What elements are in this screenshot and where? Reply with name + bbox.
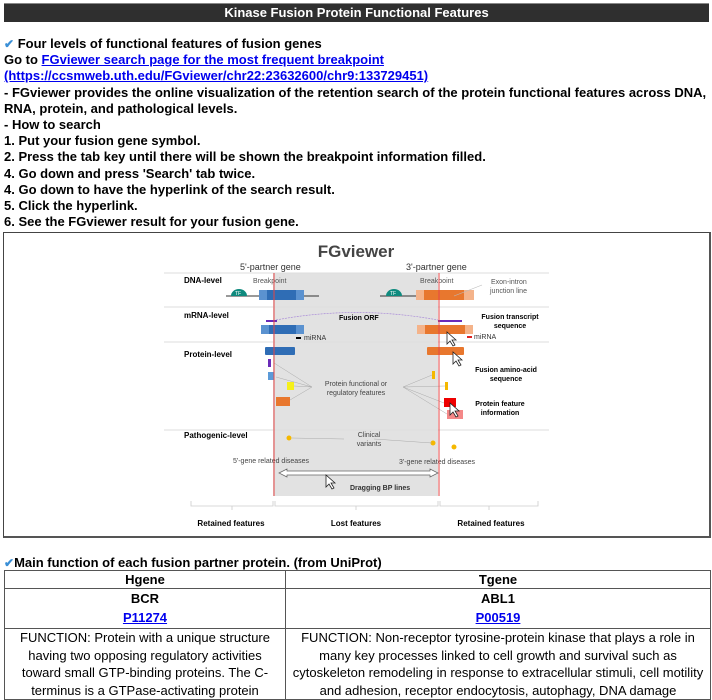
fusion-orf-label: Fusion ORF bbox=[339, 315, 379, 322]
clinical-variants-label: Clinical variants bbox=[356, 432, 382, 448]
step-1: 1. Put your fusion gene symbol. bbox=[4, 133, 201, 149]
disease5-label: 5'-gene related diseases bbox=[233, 458, 310, 465]
cursor-icon bbox=[447, 332, 456, 346]
step-4: 4. Go down to have the hyperlink of the search result. bbox=[4, 181, 335, 197]
section2-title bbox=[4, 555, 382, 570]
disease3-label: 3'-gene related diseases bbox=[399, 459, 476, 466]
table-row-functions bbox=[5, 629, 711, 700]
hgene-function: FUNCTION: Protein with a unique structure having two opposing regulatory activities toward small GTP-binding proteins. The C-terminus is a GTPase-activating protein bbox=[5, 629, 286, 700]
header-tgene: Tgene bbox=[286, 571, 711, 589]
tf-label-5: TF bbox=[235, 291, 242, 297]
page-title: Kinase Fusion Protein Functional Features bbox=[224, 5, 489, 20]
intro-section bbox=[4, 36, 710, 230]
protein-features-label: Protein functional or regulatory features bbox=[324, 381, 388, 397]
tf-label-3: TF bbox=[390, 291, 397, 297]
fusion-aa-label: Fusion amino-acid sequence bbox=[475, 367, 537, 383]
dragging-label: Dragging BP lines bbox=[350, 485, 411, 492]
level-protein: Protein-level bbox=[184, 350, 233, 359]
tgene-function: FUNCTION: Non-receptor tyrosine-protein kinase that plays a role in many key processes linked to cell growth and survival such as cytoskeleton remodeling in response to extracellular stimuli, cell motility and adhesion, receptor endocytosis, autophagy, DNA damage bbox=[286, 629, 711, 700]
goto-prefix: Go to bbox=[4, 52, 42, 68]
level-mrna: mRNA-level bbox=[184, 311, 229, 320]
step-3: 4. Go down and press 'Search' tab twice. bbox=[4, 165, 256, 181]
partner3-label: 3'-partner gene bbox=[406, 262, 467, 272]
mirna-label-5: miRNA bbox=[304, 335, 327, 342]
tgene-cell bbox=[286, 589, 711, 629]
retained-label-3: Retained features bbox=[457, 519, 525, 528]
step-5: 5. Click the hyperlink. bbox=[4, 198, 138, 214]
tgene-symbol: ABL1 bbox=[481, 591, 515, 606]
section-title: Four levels of functional features of fusion genes bbox=[17, 36, 322, 51]
fgviewer-url-link[interactable]: (https://ccsmweb.uth.edu/FGviewer/chr22:23632600/chr9:133729451) bbox=[4, 68, 429, 84]
mirna-label-3: miRNA bbox=[474, 334, 497, 341]
header-hgene: Hgene bbox=[5, 571, 286, 589]
fgviewer-search-link[interactable]: FGviewer search page for the most frequent breakpoint bbox=[41, 52, 384, 68]
exon-intron-label: Exon-intron junction line bbox=[490, 279, 527, 295]
level-dna: DNA-level bbox=[184, 276, 222, 285]
retained-label-5: Retained features bbox=[197, 519, 265, 528]
description: - FGviewer provides the online visualization of the retention search of the protein functional features across DNA, RNA, protein, and pathological levels. bbox=[4, 84, 707, 116]
hgene-cell bbox=[5, 589, 286, 629]
protein-5 bbox=[265, 347, 295, 355]
protein-feature-info-label: Protein feature information bbox=[475, 401, 525, 417]
mrna-3 bbox=[417, 325, 473, 334]
breakpoint-label-5: Breakpoint bbox=[253, 278, 287, 285]
step-2: 2. Press the tab key until there will be shown the breakpoint information filled. bbox=[4, 149, 486, 165]
hgene-uniprot-link[interactable]: P11274 bbox=[122, 610, 168, 625]
figure-title: FGviewer bbox=[317, 242, 395, 261]
section2-title-text: Main function of each fusion partner protein. (from UniProt) bbox=[14, 555, 382, 570]
tgene-uniprot-link[interactable]: P00519 bbox=[475, 610, 521, 625]
fusion-transcript-label: Fusion transcript sequence bbox=[481, 314, 539, 330]
step-6: 6. See the FGviewer result for your fusion gene. bbox=[4, 214, 299, 230]
table-header-row bbox=[5, 571, 711, 589]
partner-function-table bbox=[4, 570, 711, 700]
check-icon: ✔ bbox=[4, 556, 15, 570]
lost-label: Lost features bbox=[330, 519, 382, 528]
page-title-bar bbox=[4, 3, 709, 22]
check-icon: ✔ bbox=[4, 37, 15, 51]
how-to-label: - How to search bbox=[4, 117, 101, 133]
partner5-label: 5'-partner gene bbox=[240, 262, 301, 272]
table-row-genes bbox=[5, 589, 711, 629]
hgene-symbol: BCR bbox=[130, 591, 160, 606]
fgviewer-figure bbox=[3, 232, 711, 538]
protein-3 bbox=[427, 347, 464, 355]
breakpoint-label-3: Breakpoint bbox=[420, 278, 454, 285]
level-pathogenic: Pathogenic-level bbox=[184, 431, 248, 440]
